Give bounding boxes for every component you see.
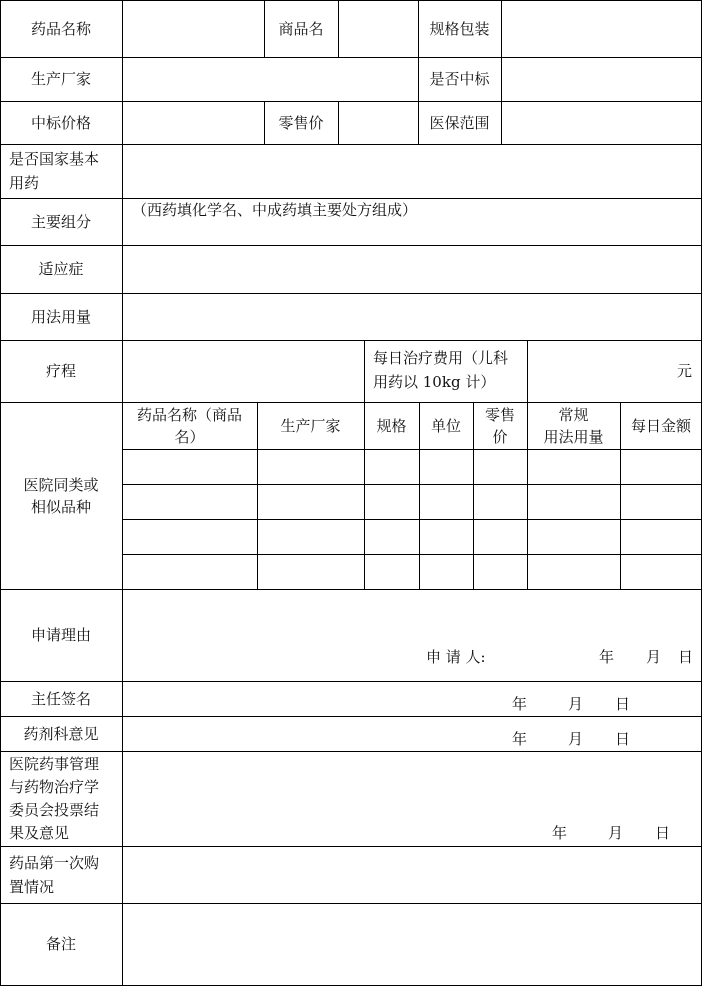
committee-label-line2: 与药物治疗学 [9,778,100,796]
col-line [364,340,365,402]
bid-price-field[interactable] [123,102,264,144]
similar-label-line2: 相似品种 [30,497,91,516]
similar-drug-row[interactable] [123,555,701,589]
first-purchase-label-line1: 药品第一次购 [9,854,100,872]
header-retail-line1: 零售 [484,405,515,424]
essential-drug-label-line1: 是否国家基本 [9,150,100,168]
composition-label: 主要组分 [30,212,91,231]
similar-drugs-label [0,402,122,589]
remarks-label: 备注 [45,935,76,953]
currency-unit: 元 [677,362,693,380]
insurance-field[interactable] [502,102,701,144]
header-manufacturer: 生产厂家 [280,416,341,435]
pharmacy-day: 日 [615,730,631,748]
director-year: 年 [512,695,528,713]
pharmacy-year: 年 [512,730,528,748]
committee-label-line3: 委员会投票结 [9,801,100,819]
trade-name-label: 商品名 [278,19,324,38]
similar-label-line1: 医院同类或 [23,475,99,494]
indication-label: 适应症 [38,260,84,278]
committee-day: 日 [655,824,671,842]
winning-bid-field[interactable] [502,58,701,101]
course-label: 疗程 [45,362,76,380]
retail-price-field[interactable] [339,102,418,144]
applicant-day: 日 [678,648,694,666]
header-usual-usage [527,402,620,449]
applicant-year: 年 [599,648,615,666]
committee-label-line4: 果及意见 [9,824,70,842]
daily-cost-field[interactable] [528,341,701,402]
remarks-field[interactable] [123,904,701,985]
committee-label-line1: 医院药事管理 [9,755,100,773]
committee-year: 年 [552,824,568,842]
director-day: 日 [615,695,631,713]
similar-drug-row[interactable] [123,485,701,519]
course-field[interactable] [123,341,364,402]
col-line [701,0,702,986]
spec-pack-field[interactable] [502,1,701,57]
manufacturer-label: 生产厂家 [30,70,91,88]
applicant-month: 月 [646,648,662,666]
header-drug-name-line1: 药品名称（商品 [136,405,242,424]
committee-month: 月 [608,824,624,842]
dosage-label: 用法用量 [30,307,91,326]
indication-field[interactable] [123,246,701,293]
row-line [0,985,702,986]
winning-bid-label: 是否中标 [429,70,490,88]
retail-price-label: 零售价 [278,113,324,132]
drug-name-label: 药品名称 [30,19,91,38]
composition-field[interactable] [123,199,701,245]
essential-drug-field[interactable] [123,145,701,198]
reason-field[interactable] [123,590,701,681]
pharmacy-month: 月 [568,730,584,748]
bid-price-label: 中标价格 [30,113,91,132]
daily-cost-label-line1: 每日治疗费用（儿科 [373,349,509,367]
composition-hint: （西药填化学名、中成药填主要处方组成） [132,201,418,219]
spec-pack-label: 规格包装 [429,19,490,38]
insurance-label: 医保范围 [429,113,490,132]
reason-label: 申请理由 [30,626,91,644]
drug-name-field[interactable] [123,1,264,57]
header-drug-name-line2: 名） [174,427,205,446]
header-unit: 单位 [430,416,461,435]
director-label: 主任签名 [30,689,91,708]
header-daily-amount: 每日金额 [630,416,691,435]
essential-drug-label-line2: 用药 [9,174,40,192]
first-purchase-field[interactable] [123,847,701,903]
similar-drug-row[interactable] [123,450,701,484]
pharmacy-label: 药剂科意见 [23,724,99,743]
first-purchase-label-line2: 置情况 [9,878,55,896]
header-drug-name [122,402,257,449]
similar-drug-row[interactable] [123,520,701,554]
header-spec: 规格 [376,416,407,435]
header-retail-line2: 价 [492,427,508,446]
header-usage-line1: 常规 [558,405,589,424]
daily-cost-label-line2: 用药以 10kg 计） [373,373,496,391]
trade-name-field[interactable] [339,1,418,57]
director-month: 月 [568,695,584,713]
header-retail-price [473,402,527,449]
dosage-field[interactable] [123,294,701,340]
header-usage-line2: 用法用量 [543,427,604,446]
manufacturer-field[interactable] [123,58,418,101]
applicant-label: 申 请 人: [426,648,486,666]
